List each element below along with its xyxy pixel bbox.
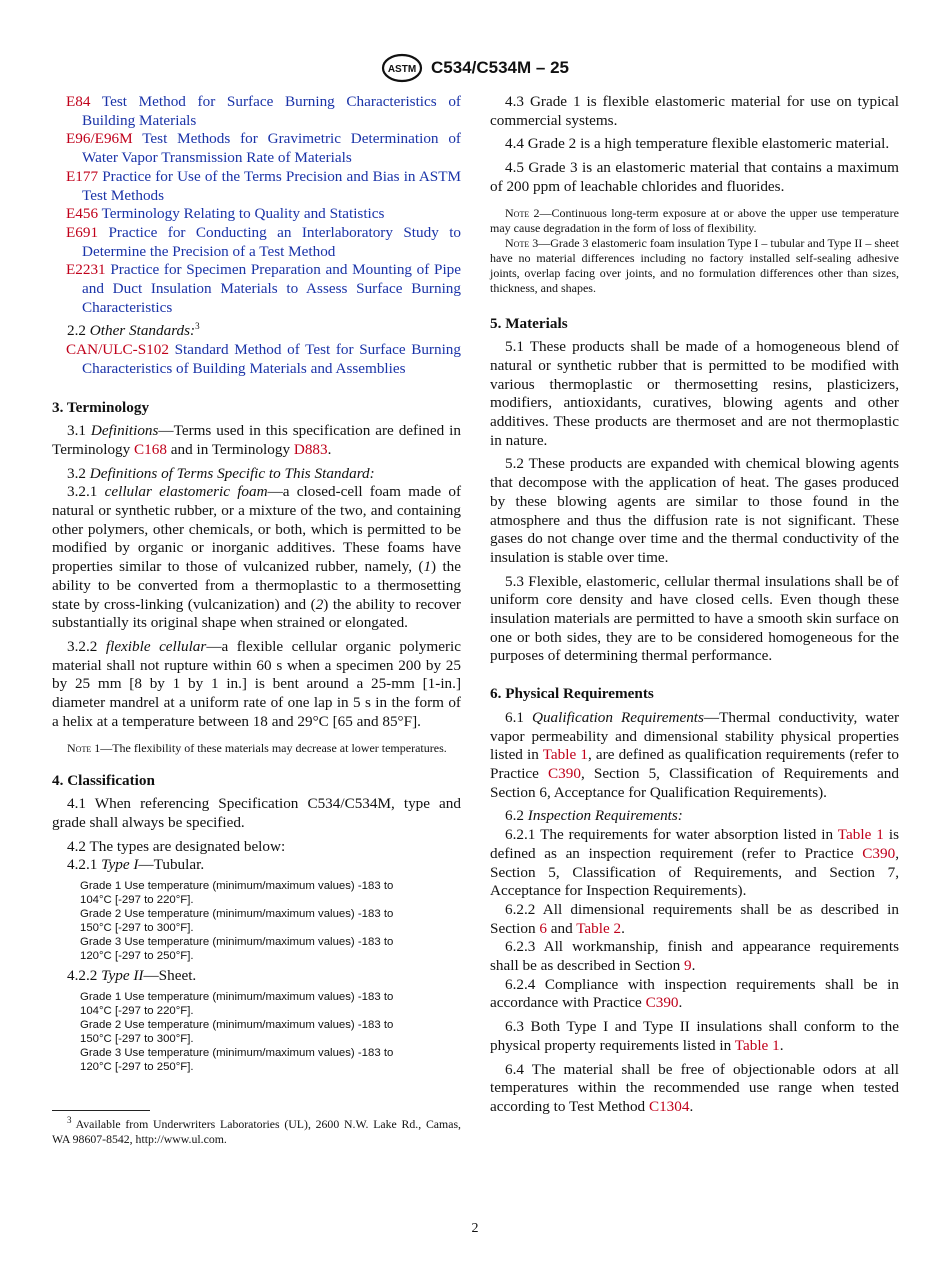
section-heading-physical-requirements: 6. Physical Requirements xyxy=(490,685,654,703)
link-table-1[interactable]: Table 1 xyxy=(542,746,588,764)
section-heading-terminology: 3. Terminology xyxy=(52,398,150,416)
reference-item[interactable] xyxy=(52,130,461,167)
reference-title[interactable]: Practice for Use of the Terms Precision and Bias in ASTM Test Methods xyxy=(82,167,462,204)
section-heading-classification: 4. Classification xyxy=(52,771,155,789)
left-column xyxy=(52,93,461,1147)
link-c390[interactable]: C390 xyxy=(645,994,679,1012)
note-1: Note 1—The flexibility of these materials may decrease at lower temperatures. xyxy=(67,740,447,755)
reference-item[interactable]: CAN/ULC-S102 Standard Method of Test for Surface Burning Characteristics of Building Materials and Assemblies xyxy=(66,341,461,377)
grade-item: Grade 3 Use temperature (minimum/maximum values) -183 to 120°C [-297 to 250°F]. xyxy=(80,936,394,963)
para-6-4: 6.4 The material shall be free of objectionable odors at all temperatures within the recommended use range when tested according to Test Method C1304. xyxy=(490,1060,899,1115)
reference-title[interactable]: Practice for Specimen Preparation and Mounting of Pipe and Duct Insulation Materials to Assess Surface Burning Characteristics xyxy=(82,261,461,316)
other-standards-heading: 2.2 Other Standards:$^3$ xyxy=(67,321,200,340)
reference-item[interactable] xyxy=(52,93,461,130)
para-3-2: 3.2 Definitions of Terms Specific to This Standard: xyxy=(67,464,375,482)
link-table-1[interactable]: Table 1 xyxy=(837,826,884,844)
reference-item[interactable] xyxy=(52,224,461,261)
designation-title: C534/C534M – 25 xyxy=(431,58,569,77)
para-6-2-3: 6.2.3 All workmanship, finish and appearance requirements shall be as described in Section 9. xyxy=(490,938,899,975)
reference-title[interactable]: Terminology Relating to Quality and Statistics xyxy=(101,205,385,223)
para-4-1: 4.1 When referencing Specification C534/C534M, type and grade shall always be specified. xyxy=(52,795,461,831)
link-table-2[interactable]: Table 2 xyxy=(576,919,622,937)
grade-item: Grade 2 Use temperature (minimum/maximum values) -183 to 150°C [-297 to 300°F]. xyxy=(80,908,394,935)
reference-list xyxy=(52,93,461,317)
reference-item[interactable] xyxy=(52,168,461,205)
link-section-9[interactable]: 9 xyxy=(684,957,692,975)
link-d883[interactable]: D883 xyxy=(293,440,328,458)
grade-item: Grade 3 Use temperature (minimum/maximum values) -183 to 120°C [-297 to 250°F]. xyxy=(80,1046,394,1073)
svg-text:ASTM: ASTM xyxy=(387,64,417,75)
para-5-1: 5.1 These products shall be made of a homogeneous blend of natural or synthetic rubber that is permitted to be modified with various thermoplastic or thermosetting resins, plasticizers, modifiers, antioxidants, curatives, blowing agents and other additives. These products are thermoset and are not thermoplastic in nature. xyxy=(490,338,899,449)
para-4-4: 4.4 Grade 2 is a high temperature flexible elastomeric material. xyxy=(505,135,890,153)
page-number: 2 xyxy=(471,1221,479,1236)
reference-code[interactable]: E177 xyxy=(66,167,99,185)
para-6-1: 6.1 Qualification Requirements—Thermal conductivity, water vapor permeability and dimensional stability physical properties listed in Table 1, are defined as qualification requirements (refer to Practice C390, Section 5, Classification of Requirements and Section 6, Acceptance for Qualification Requirements). xyxy=(490,708,899,801)
reference-code[interactable]: E691 xyxy=(66,223,99,241)
para-6-2-1: 6.2.1 The requirements for water absorption listed in Table 1 is defined as an inspection requirement (refer to Practice C390, Section 5, Classification of Requirements, and Section 7, Acceptance for Inspection Requirements). xyxy=(490,826,899,900)
astm-logo-icon xyxy=(381,53,423,83)
para-5-2: 5.2 These products are expanded with chemical blowing agents that decompose with the application of heat. The gases produced by these blowing agents are similar to those found in the atmosphere and thus the diffusion rate is not significant. These gases do not change over time and the thermal conductivity of the insulation is stable over time. xyxy=(490,455,899,566)
reference-item[interactable] xyxy=(52,205,461,224)
para-4-3: 4.3 Grade 1 is flexible elastomeric material for use on typical commercial systems. xyxy=(490,93,899,129)
reference-code[interactable]: E84 xyxy=(66,93,91,110)
page-header xyxy=(0,53,950,83)
grade-item: Grade 1 Use temperature (minimum/maximum values) -183 to 104°C [-297 to 220°F]. xyxy=(80,880,394,907)
link-c390[interactable]: C390 xyxy=(548,764,581,782)
para-3-2-1: 3.2.1 cellular elastomeric foam—a closed-cell foam made of natural or synthetic rubber, or a mixture of the two, and containing other polymers, other chemicals, or both, which is permitted to be modified by organic or inorganic additives. These foams have properties similar to those of vulcanized rubber, namely, (1) the ability to be converted from a thermoplastic to a thermosetting state by cross-linking (vulcanization) and (2) the ability to recover substantially its original shape when strained or elongated. xyxy=(52,483,462,632)
type1-grade-list xyxy=(52,879,461,963)
para-6-2-4: 6.2.4 Compliance with inspection requirements shall be in accordance with Practice C390. xyxy=(490,975,899,1012)
right-column xyxy=(490,93,899,1117)
para-5-3: 5.3 Flexible, elastomeric, cellular thermal insulations shall be of uniform core density and have closed cells. Even though these insulation materials are permitted to have a smooth skin surface on one or both sides, they are to be considered homogeneous for the purposes of determining thermal performance. xyxy=(490,572,899,665)
footnote-divider xyxy=(52,1110,150,1111)
note-2: Note 2—Continuous long-term exposure at or above the upper use temperature may cause degradation in the form of loss of flexibility. xyxy=(490,205,899,235)
para-6-2: 6.2 Inspection Requirements: xyxy=(505,807,683,825)
reference-code[interactable]: E96/E96M xyxy=(66,130,133,148)
para-3-2-2: 3.2.2 flexible cellular—a flexible cellular organic polymeric material shall not rupture within 60 s when a specimen 200 by 25 by 25 mm [8 by 1 by 1 in.] is bent around a 25-mm [1-in.] diameter mandrel at a uniform rate of one lap in 5 s in the form of a helix at a temperature between 18 and 29°C [65 and 85°F]. xyxy=(52,637,461,730)
reference-title[interactable]: Test Method for Surface Burning Characteristics of Building Materials xyxy=(82,93,461,129)
para-3-1: 3.1 Definitions—Terms used in this specification are defined in Terminology C168 and in Terminology D883. xyxy=(52,422,461,458)
grade-item: Grade 2 Use temperature (minimum/maximum values) -183 to 150°C [-297 to 300°F]. xyxy=(80,1018,394,1045)
note-3: Note 3—Grade 3 elastomeric foam insulation Type I – tubular and Type II – sheet have no material differences including no factory installed self-sealing adhesive joints, overlap facing over joints, and no formulation differences other than sizes, thickness, and shapes. xyxy=(490,235,899,295)
grade-item: Grade 1 Use temperature (minimum/maximum values) -183 to 104°C [-297 to 220°F]. xyxy=(80,990,394,1017)
reference-title[interactable]: Test Methods for Gravimetric Determination of Water Vapor Transmission Rate of Materials xyxy=(82,130,461,167)
link-section-6[interactable]: 6 xyxy=(539,919,547,937)
link-c168[interactable]: C168 xyxy=(134,440,167,458)
footnote-3: $^3$ Available from Underwriters Laboratories (UL), 2600 N.W. Lake Rd., Camas, WA 98607-8542, http://www.ul.com. xyxy=(52,1114,461,1146)
type2-grade-list xyxy=(52,990,461,1074)
link-table-1[interactable]: Table 1 xyxy=(734,1036,780,1054)
link-c390[interactable]: C390 xyxy=(862,844,896,862)
para-6-2-2: 6.2.2 All dimensional requirements shall be as described in Section 6 and Table 2. xyxy=(490,900,899,937)
para-4-2-2: 4.2.2 Type II—Sheet. xyxy=(67,967,197,985)
reference-title[interactable]: Practice for Conducting an Interlaboratory Study to Determine the Precision of a Test Method xyxy=(82,223,462,260)
reference-item[interactable] xyxy=(52,261,461,317)
para-4-5: 4.5 Grade 3 is an elastomeric material that contains a maximum of 200 ppm of leachable chlorides and fluorides. xyxy=(490,159,899,195)
para-4-2: 4.2 The types are designated below: xyxy=(67,837,286,855)
link-c1304[interactable]: C1304 xyxy=(648,1097,690,1115)
para-6-3: 6.3 Both Type I and Type II insulations shall conform to the physical property requirements listed in Table 1. xyxy=(490,1018,899,1054)
reference-code[interactable]: E2231 xyxy=(66,261,106,279)
para-4-2-1: 4.2.1 Type I—Tubular. xyxy=(67,856,205,874)
section-heading-materials: 5. Materials xyxy=(490,314,568,332)
reference-code[interactable]: E456 xyxy=(66,205,99,223)
